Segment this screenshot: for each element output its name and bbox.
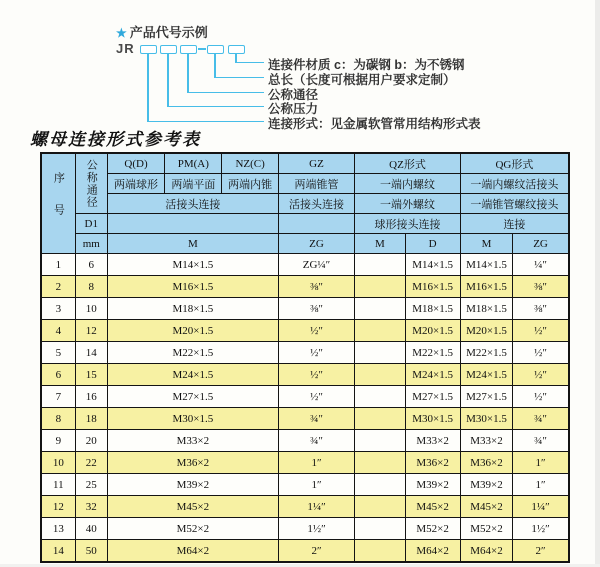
code-box-4 [207, 45, 224, 54]
product-code-diagram [0, 0, 600, 131]
cell-qg_m: M22×1.5 [460, 342, 512, 364]
header-qz-d: D [405, 234, 460, 254]
code-box-3 [180, 45, 197, 54]
cell-gz: ½″ [278, 386, 354, 408]
cell-gz: 1½″ [278, 518, 354, 540]
cell-qz_m [355, 540, 405, 563]
connector-line [214, 77, 264, 79]
cell-qz_m [355, 452, 405, 474]
header-row-2 [41, 174, 569, 194]
table-row [41, 518, 569, 540]
cell-qz_d: M39×2 [405, 474, 460, 496]
cell-m: M22×1.5 [107, 342, 278, 364]
header-col-qg: QG形式 [460, 153, 569, 174]
header-nz-desc: 两端内锥 [222, 174, 278, 194]
cell-m: M45×2 [107, 496, 278, 518]
cell-qg_m: M30×1.5 [460, 408, 512, 430]
cell-gz: ZG¼″ [278, 254, 354, 276]
table-row [41, 408, 569, 430]
connector-line [187, 92, 264, 94]
cell-qz_d: M30×1.5 [405, 408, 460, 430]
header-pm-desc: 两端平面 [165, 174, 222, 194]
spec-table-body [41, 254, 569, 563]
code-dash [198, 48, 206, 50]
cell-seq: 2 [41, 276, 75, 298]
table-row [41, 496, 569, 518]
nut-connection-table [40, 152, 570, 563]
table-row [41, 452, 569, 474]
table-row [41, 540, 569, 563]
header-mm: mm [75, 234, 107, 254]
header-qg-zg: ZG [513, 234, 569, 254]
cell-seq: 11 [41, 474, 75, 496]
table-row [41, 276, 569, 298]
cell-qg_zg: 1½″ [513, 518, 569, 540]
cell-seq: 3 [41, 298, 75, 320]
diagram-label-diameter: 公称通径 [268, 88, 319, 102]
cell-qz_d: M20×1.5 [405, 320, 460, 342]
cell-m: M24×1.5 [107, 364, 278, 386]
diagram-label-length: 总长（长度可根据用户要求定制） [268, 73, 456, 87]
cell-qg_zg: ¼″ [513, 254, 569, 276]
cell-qz_d: M16×1.5 [405, 276, 460, 298]
diagram-label-pressure: 公称压力 [268, 102, 319, 116]
cell-gz: ½″ [278, 364, 354, 386]
cell-m: M20×1.5 [107, 320, 278, 342]
cell-gz: 1″ [278, 474, 354, 496]
code-box-5 [228, 45, 245, 54]
header-empty-1 [107, 214, 278, 234]
cell-qg_zg: ⅜″ [513, 276, 569, 298]
connector-line [187, 54, 189, 93]
cell-qg_zg: ¾″ [513, 408, 569, 430]
cell-gz: ¾″ [278, 430, 354, 452]
product-code-prefix: JR [116, 41, 135, 56]
header-col-nz: NZ(C) [222, 153, 278, 174]
diagram-label-conn-form: 连接形式：见金属软管常用结构形式表 [268, 117, 481, 131]
cell-qz_m [355, 364, 405, 386]
cell-dn: 25 [75, 474, 107, 496]
header-col-q: Q(D) [107, 153, 164, 174]
cell-seq: 10 [41, 452, 75, 474]
cell-qg_m: M36×2 [460, 452, 512, 474]
cell-qz_d: M36×2 [405, 452, 460, 474]
header-m-group: M [107, 234, 278, 254]
cell-qz_d: M52×2 [405, 518, 460, 540]
cell-gz: 1¼″ [278, 496, 354, 518]
connector-line [147, 54, 149, 122]
cell-dn: 12 [75, 320, 107, 342]
header-seq: 序号 [41, 153, 75, 254]
header-gz-union-desc: 活接头连接 [278, 194, 354, 214]
cell-qz_d: M64×2 [405, 540, 460, 563]
cell-qg_m: M14×1.5 [460, 254, 512, 276]
cell-gz: 2″ [278, 540, 354, 563]
header-union-desc: 活接头连接 [107, 194, 278, 214]
cell-m: M33×2 [107, 430, 278, 452]
cell-m: M52×2 [107, 518, 278, 540]
cell-qz_m [355, 342, 405, 364]
header-zg-gz: ZG [278, 234, 354, 254]
header-q-desc: 两端球形 [107, 174, 164, 194]
cell-m: M39×2 [107, 474, 278, 496]
cell-gz: ½″ [278, 320, 354, 342]
cell-dn: 15 [75, 364, 107, 386]
cell-seq: 4 [41, 320, 75, 342]
connector-line [147, 121, 264, 123]
cell-qg_zg: ⅜″ [513, 298, 569, 320]
header-row-4 [41, 214, 569, 234]
cell-qz_m [355, 298, 405, 320]
cell-seq: 8 [41, 408, 75, 430]
header-d1: D1 [75, 214, 107, 234]
table-row [41, 320, 569, 342]
cell-qg_m: M64×2 [460, 540, 512, 563]
cell-dn: 50 [75, 540, 107, 563]
cell-qz_d: M24×1.5 [405, 364, 460, 386]
cell-qg_m: M39×2 [460, 474, 512, 496]
cell-qz_m [355, 430, 405, 452]
cell-qg_zg: 1″ [513, 452, 569, 474]
cell-seq: 13 [41, 518, 75, 540]
header-gz-desc: 两端锥管 [278, 174, 354, 194]
cell-m: M18×1.5 [107, 298, 278, 320]
cell-qz_m [355, 276, 405, 298]
code-box-1 [140, 45, 157, 54]
cell-qg_zg: 1¼″ [513, 496, 569, 518]
header-qg-m: M [460, 234, 512, 254]
cell-dn: 18 [75, 408, 107, 430]
table-row [41, 430, 569, 452]
cell-seq: 14 [41, 540, 75, 563]
cell-seq: 9 [41, 430, 75, 452]
cell-m: M64×2 [107, 540, 278, 563]
star-icon: ★ [116, 26, 127, 40]
cell-dn: 32 [75, 496, 107, 518]
table-row [41, 386, 569, 408]
header-empty-2 [278, 214, 354, 234]
cell-dn: 10 [75, 298, 107, 320]
header-dn: 公称通径 [75, 153, 107, 214]
cell-gz: 1″ [278, 452, 354, 474]
cell-dn: 40 [75, 518, 107, 540]
cell-qz_d: M45×2 [405, 496, 460, 518]
cell-m: M16×1.5 [107, 276, 278, 298]
cell-gz: ½″ [278, 342, 354, 364]
cell-qg_zg: ½″ [513, 386, 569, 408]
cell-seq: 1 [41, 254, 75, 276]
cell-m: M14×1.5 [107, 254, 278, 276]
header-row-3 [41, 194, 569, 214]
cell-seq: 12 [41, 496, 75, 518]
cell-qz_m [355, 474, 405, 496]
cell-qg_zg: ¾″ [513, 430, 569, 452]
cell-m: M36×2 [107, 452, 278, 474]
cell-dn: 22 [75, 452, 107, 474]
header-qz-desc2: 一端外螺纹 [355, 194, 461, 214]
cell-qg_zg: ½″ [513, 342, 569, 364]
cell-qg_zg: ½″ [513, 320, 569, 342]
diagram-label-material: 连接件材质 c：为碳钢 b：为不锈钢 [268, 58, 465, 72]
table-row [41, 298, 569, 320]
cell-qg_m: M52×2 [460, 518, 512, 540]
connector-line [235, 62, 264, 64]
cell-qz_m [355, 254, 405, 276]
header-col-gz: GZ [278, 153, 354, 174]
cell-gz: ⅜″ [278, 276, 354, 298]
header-qz-desc3: 球形接头连接 [355, 214, 461, 234]
table-row [41, 342, 569, 364]
cell-qg_m: M27×1.5 [460, 386, 512, 408]
cell-dn: 14 [75, 342, 107, 364]
cell-qz_m [355, 320, 405, 342]
cell-seq: 7 [41, 386, 75, 408]
cell-seq: 5 [41, 342, 75, 364]
connector-line [167, 54, 169, 107]
header-qz-m: M [355, 234, 405, 254]
cell-gz: ¾″ [278, 408, 354, 430]
cell-m: M27×1.5 [107, 386, 278, 408]
cell-qg_m: M18×1.5 [460, 298, 512, 320]
cell-qz_d: M22×1.5 [405, 342, 460, 364]
header-qg-desc1: 一端内螺纹活接头 [460, 174, 569, 194]
cell-qz_m [355, 408, 405, 430]
connector-line [167, 106, 264, 108]
cell-qg_m: M20×1.5 [460, 320, 512, 342]
cell-m: M30×1.5 [107, 408, 278, 430]
cell-dn: 6 [75, 254, 107, 276]
table-row [41, 474, 569, 496]
cell-qz_m [355, 518, 405, 540]
cell-qg_zg: ½″ [513, 364, 569, 386]
cell-qz_d: M14×1.5 [405, 254, 460, 276]
cell-qz_d: M27×1.5 [405, 386, 460, 408]
cell-qz_m [355, 496, 405, 518]
cell-dn: 20 [75, 430, 107, 452]
cell-dn: 8 [75, 276, 107, 298]
cell-qg_zg: 2″ [513, 540, 569, 563]
cell-qz_m [355, 386, 405, 408]
header-col-qz: QZ形式 [355, 153, 461, 174]
cell-qg_m: M33×2 [460, 430, 512, 452]
table-row [41, 364, 569, 386]
header-qg-desc2: 一端锥管螺纹接头 [460, 194, 569, 214]
cell-dn: 16 [75, 386, 107, 408]
code-box-2 [160, 45, 177, 54]
table-title: 螺母连接形式参考表 [30, 130, 201, 150]
cell-qg_zg: 1″ [513, 474, 569, 496]
cell-qg_m: M24×1.5 [460, 364, 512, 386]
cell-qg_m: M45×2 [460, 496, 512, 518]
header-row-5 [41, 234, 569, 254]
cell-seq: 6 [41, 364, 75, 386]
header-row-1 [41, 153, 569, 174]
cell-qz_d: M18×1.5 [405, 298, 460, 320]
header-qg-desc3: 连接 [460, 214, 569, 234]
cell-gz: ⅜″ [278, 298, 354, 320]
cell-qg_m: M16×1.5 [460, 276, 512, 298]
diagram-heading [116, 22, 208, 41]
header-col-pm: PM(A) [165, 153, 222, 174]
diagram-heading-text: 产品代号示例 [129, 25, 208, 40]
cell-qz_d: M33×2 [405, 430, 460, 452]
table-row [41, 254, 569, 276]
header-qz-desc1: 一端内螺纹 [355, 174, 461, 194]
connector-line [214, 54, 216, 78]
